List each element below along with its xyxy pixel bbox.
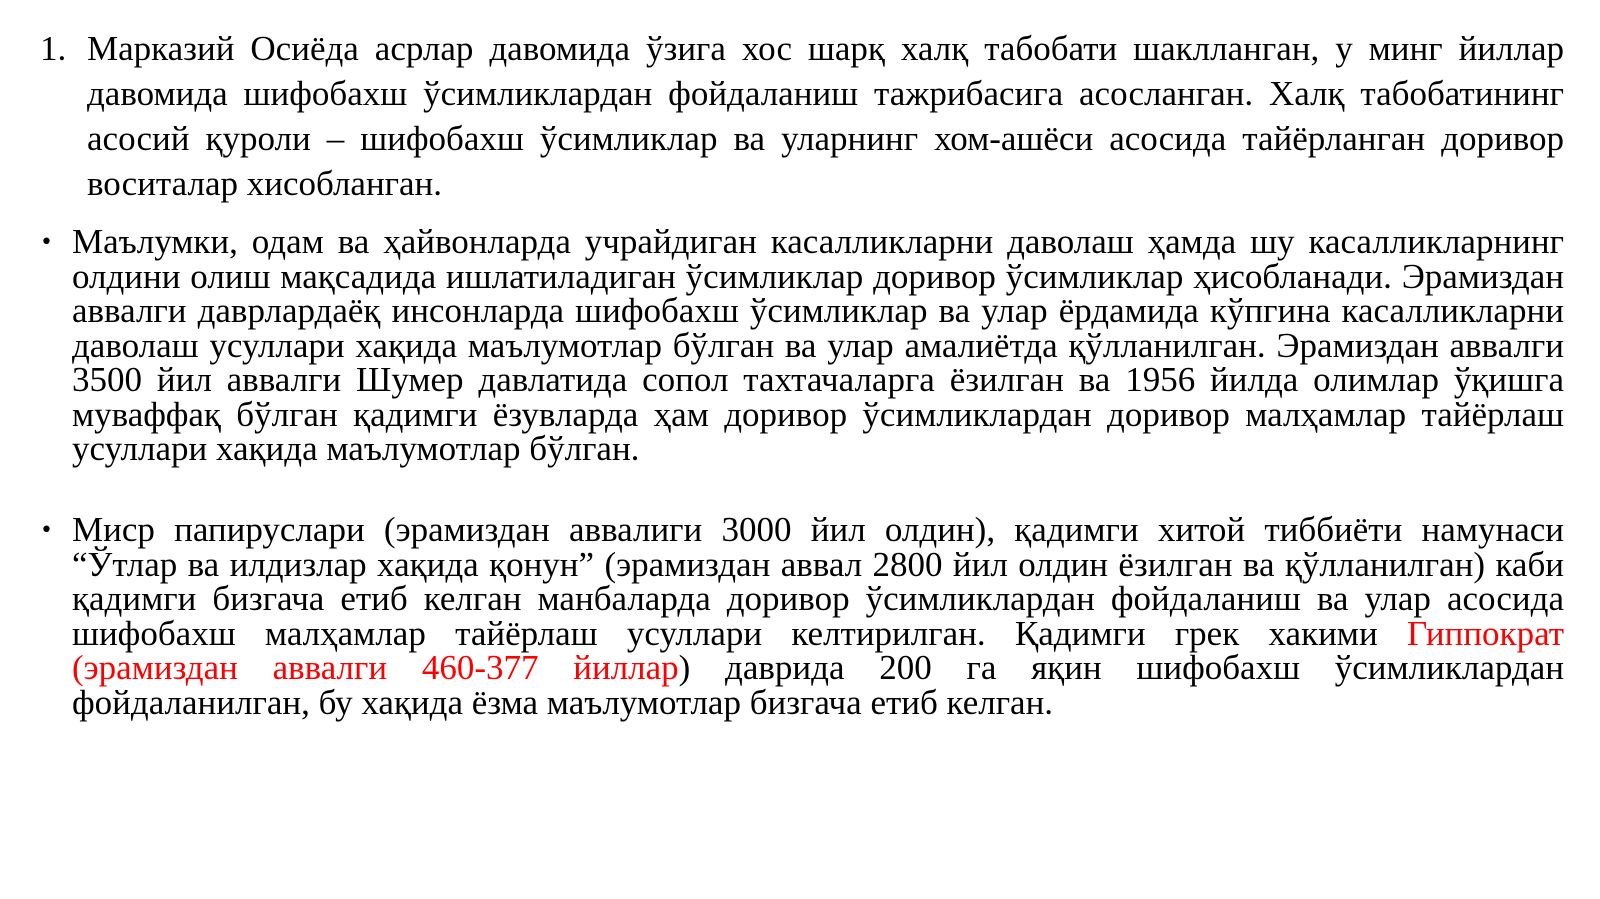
paragraph-text: Маълумки, одам ва ҳайвонларда учрайдиган касалликларни даволаш ҳамда шу касалликларнинг олдини олиш мақсадида ишлатиладиган ўсимликлар доривор ўсимликлар ҳисобланади. Эрамиздан аввалги даврлардаёқ инсонларда шифобахш ўсимликлар ва улар ёрдамида кўпгина касалликларни даволаш усуллари хақида маълумотлар бўлган ва улар амалиётда қўлланилган. Эрамиздан аввалги 3500 йил аввалги Шумер давлатида сопол тахтачаларга ёзилган ва 1956 йилда олимлар ўқишга муваффақ бўлган қадимги ёзувларда ҳам доривор ўсимликлардан доривор малҳамлар тайёрлаш усуллари хақида маълумотлар бўлган. (72, 222, 1564, 468)
numbered-paragraph-1 (40, 26, 1564, 206)
bullet-icon: • (40, 518, 53, 543)
paragraph-text (72, 510, 1564, 722)
highlighted-text: Гиппократ (эрамиздан аввалги 460-377 йиллар (72, 613, 1564, 687)
bullet-paragraph-2 (40, 510, 1564, 722)
paragraph-text-end: ) даврида 200 га яқин шифобахш ўсимликлардан фойдаланилган, бу хақида ёзма маълумотлар бизгача етиб келган. (72, 648, 1564, 722)
bullet-paragraph-1 (40, 222, 1564, 468)
list-number: 1. (40, 29, 67, 68)
bullet-icon: • (40, 230, 53, 255)
paragraph-text-start: Миср папируслари (эрамиздан аввалиги 3000 йил олдин), қадимги хитой тиббиёти намунаси “Ўтлар ва илдизлар хақида қонун” (эрамиздан аввал 2800 йил олдин ёзилган ва қўлланилган) каби қадимги бизгача етиб келган манбаларда доривор ўсимликлардан фойдаланиш ва улар асосида шифобахш малҳамлар тайёрлаш усуллари келтирилган. Қадимги грек хакими (72, 510, 1564, 653)
paragraph-text: Марказий Осиёда асрлар давомида ўзига хос шарқ халқ табобати шаклланган, у минг йиллар давомида шифобахш ўсимликлардан фойдаланиш тажрибасига асосланган. Халқ табобатининг асосий қуроли – шифобахш ўсимликлар ва уларнинг хом-ашёси асосида тайёрланган доривор воситалар хисобланган. (87, 29, 1564, 203)
